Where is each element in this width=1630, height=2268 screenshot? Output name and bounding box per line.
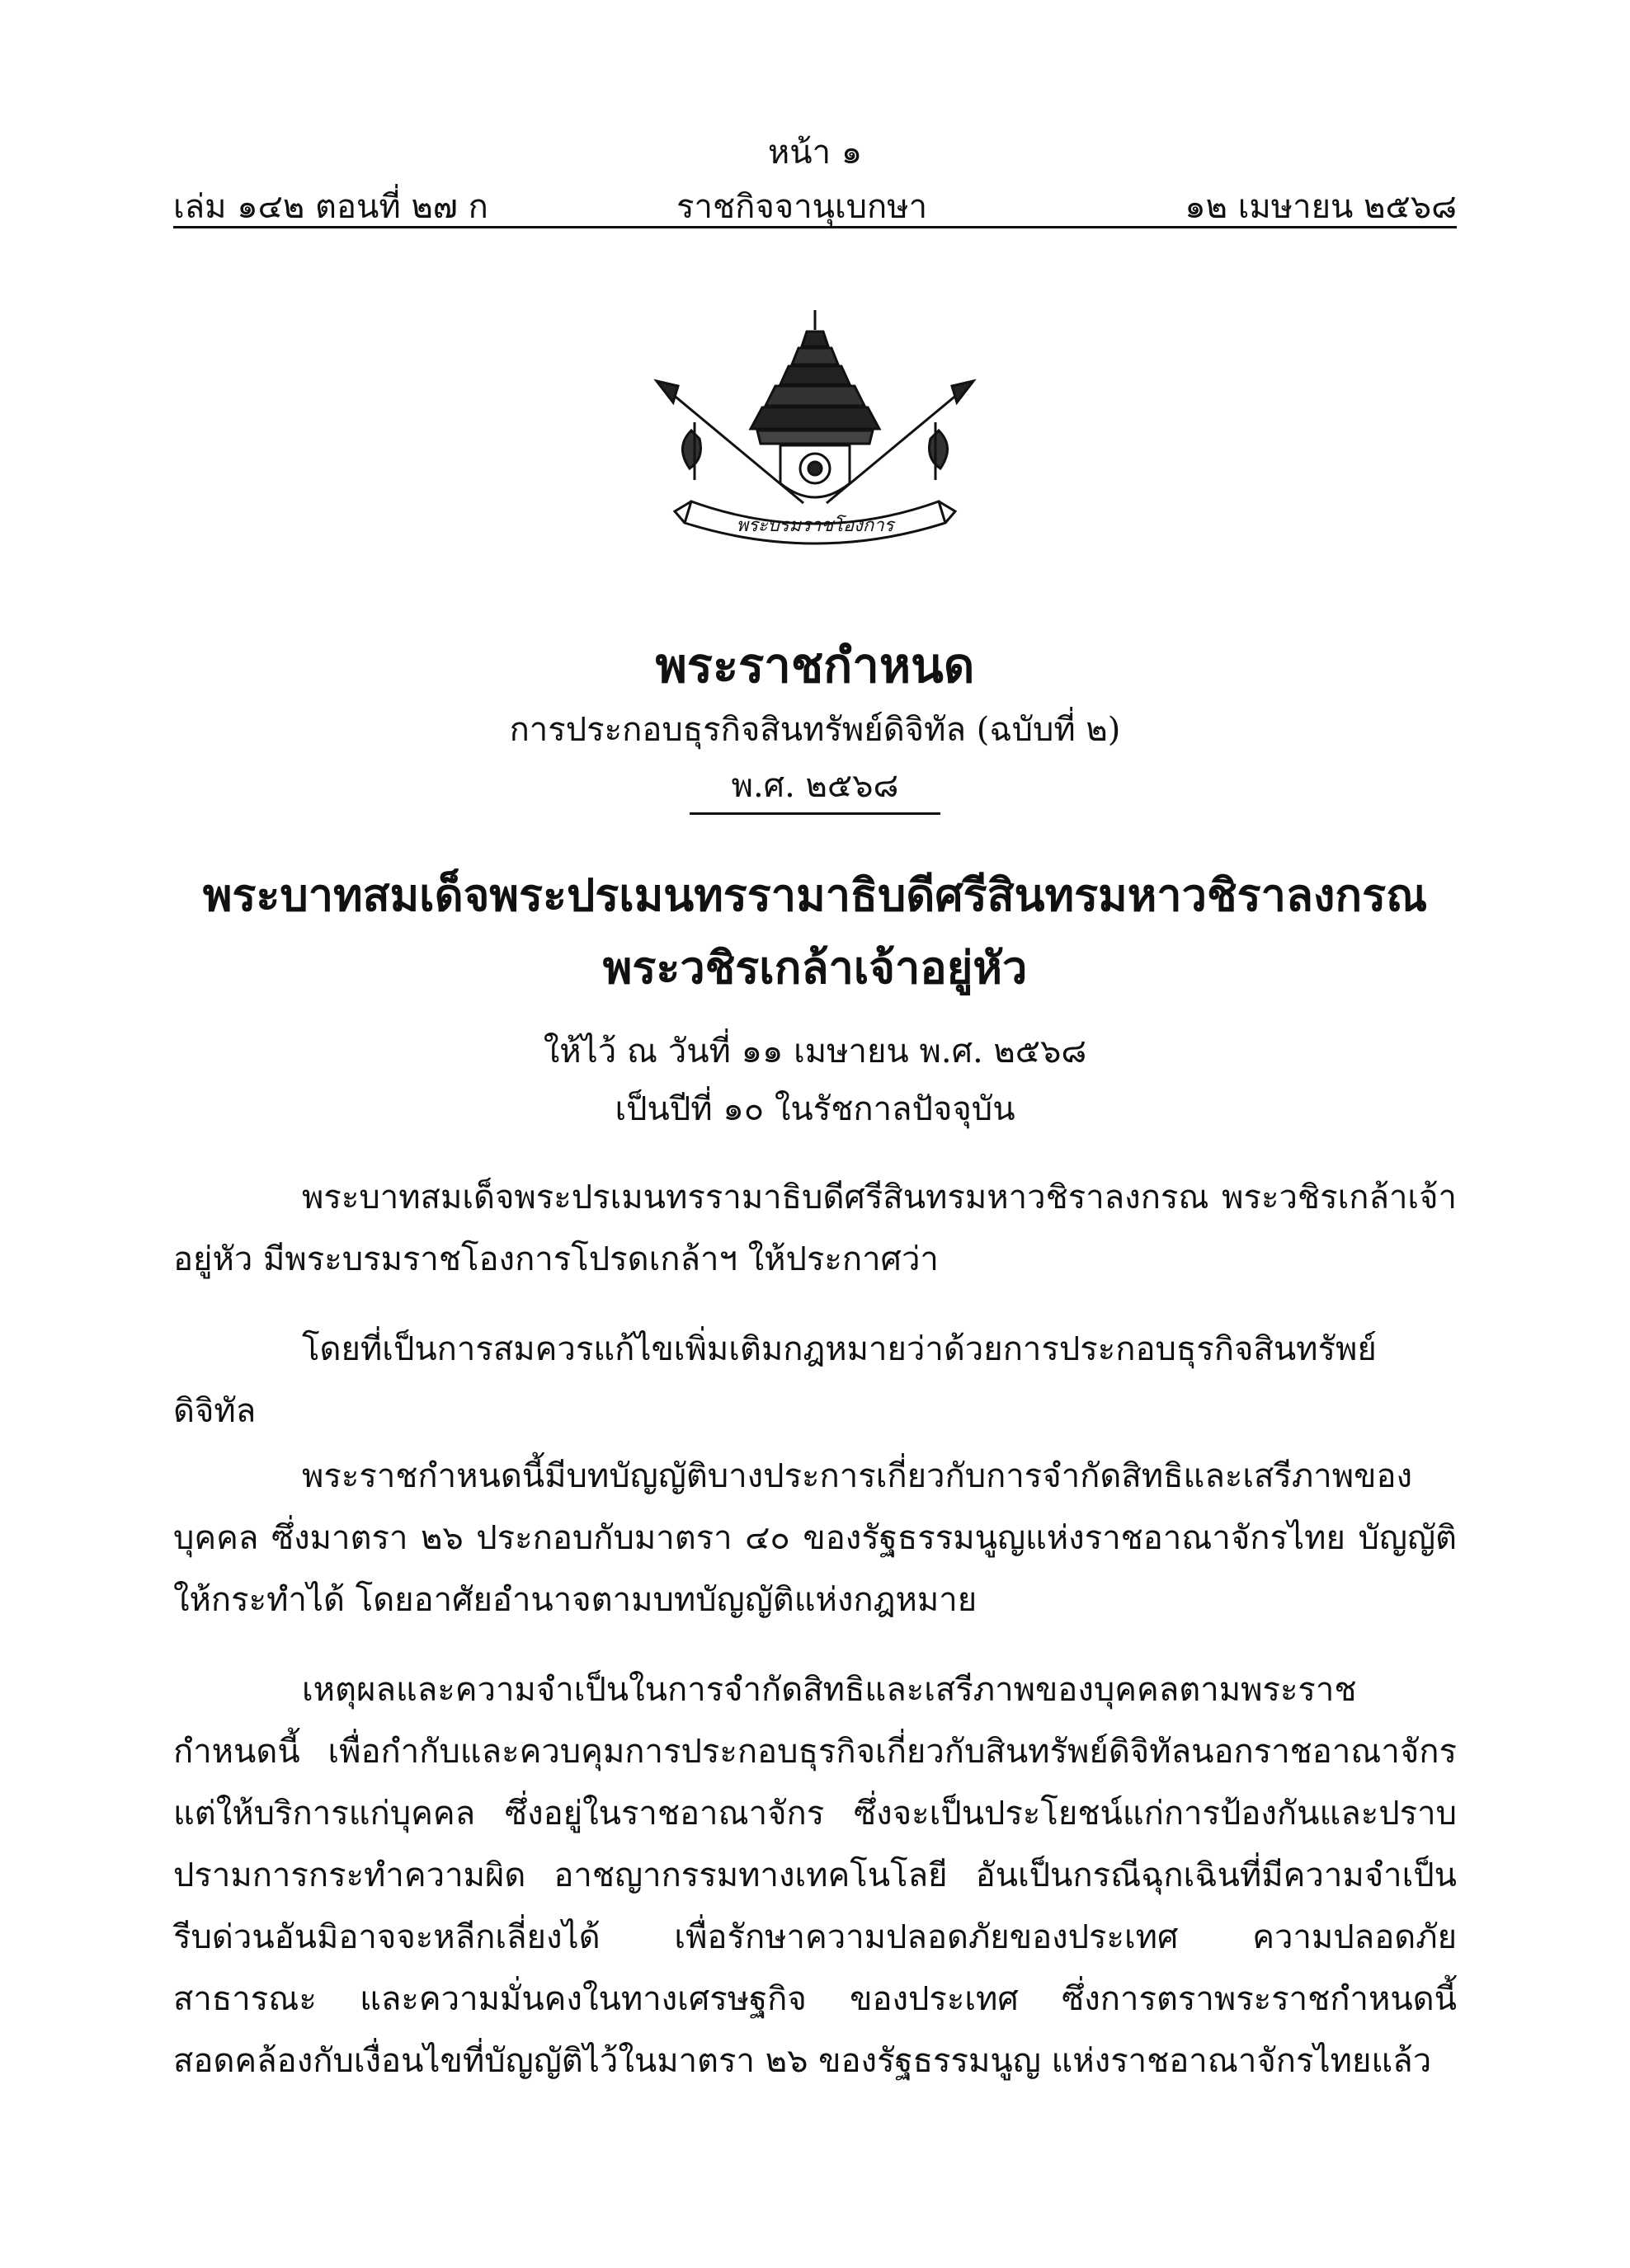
decree-body: [173, 1167, 1457, 2096]
publication-date: ๑๒ เมษายน ๒๕๖๘: [1185, 188, 1457, 226]
given-date: ให้ไว้ ณ วันที่ ๑๑ เมษายน พ.ศ. ๒๕๖๘: [543, 1033, 1087, 1070]
king-name-line-2: พระวชิรเกล้าเจ้าอยู่หัว: [602, 941, 1028, 994]
gazette-name: ราชกิจจานุเบกษา: [676, 188, 928, 226]
decree-subject: การประกอบธุรกิจสินทรัพย์ดิจิทัล (ฉบับที่ ๒): [509, 711, 1121, 749]
page-number: หน้า ๑: [767, 134, 863, 172]
paragraph-reasons: เหตุผลและความจำเป็นในการจำกัดสิทธิและเสรีภาพของบุคคลตามพระราชกำหนดนี้ เพื่อกำกับและควบคุมการประกอบธุรกิจเกี่ยวกับสินทรัพย์ดิจิทัลนอกราชอาณาจักรแต่ให้บริการแก่บุคคล ซึ่งอยู่ในราชอาณาจักร ซึ่งจะเป็นประโยชน์แก่การป้องกันและปราบปรามการกระทำความผิด อาชญากรรมทางเทคโนโลยี อันเป็นกรณีฉุกเฉินที่มีความจำเป็นรีบด่วนอันมิอาจจะหลีกเลี่ยงได้ เพื่อรักษาความปลอดภัยของประเทศ ความปลอดภัยสาธารณะ และความมั่นคงในทางเศรษฐกิจ ของประเทศ ซึ่งการตราพระราชกำหนดนี้สอดคล้องกับเงื่อนไขที่บัญญัติไว้ในมาตรา ๒๖ ของรัฐธรรมนูญ แห่งราชอาณาจักรไทยแล้ว: [173, 1671, 1457, 2080]
decree-year: พ.ศ. ๒๕๖๘: [731, 767, 899, 805]
decree-title: พระราชกำหนด: [655, 638, 975, 694]
reign-year: เป็นปีที่ ๑๐ ในรัชกาลปัจจุบัน: [615, 1090, 1015, 1128]
volume-issue: เล่ม ๑๔๒ ตอนที่ ๒๗ ก: [173, 188, 488, 226]
king-name-line-1: พระบาทสมเด็จพระปรเมนทรรามาธิบดีศรีสินทรมหาวชิราลงกรณ: [202, 868, 1428, 921]
paragraph-rationale: โดยที่เป็นการสมควรแก้ไขเพิ่มเติมกฎหมายว่าด้วยการประกอบธุรกิจสินทรัพย์ดิจิทัล: [173, 1330, 1377, 1430]
paragraph-proclamation: พระบาทสมเด็จพระปรเมนทรรามาธิบดีศรีสินทรมหาวชิราลงกรณ พระวชิรเกล้าเจ้าอยู่หัว มีพระบรมราชโองการโปรดเกล้าฯ ให้ประกาศว่า: [173, 1179, 1457, 1278]
header-rule: [173, 226, 1457, 228]
title-divider: [690, 812, 940, 815]
royal-seal-icon: [642, 307, 988, 554]
svg-text:พระบรมราชโองการ: พระบรมราชโองการ: [736, 515, 894, 536]
royal-seal-emblem: [642, 307, 988, 554]
paragraph-rights-limitation: พระราชกำหนดนี้มีบทบัญญัติบางประการเกี่ยวกับการจำกัดสิทธิและเสรีภาพของบุคคล ซึ่งมาตรา ๒๖ ประกอบกับมาตรา ๔๐ ของรัฐธรรมนูญแห่งราชอาณาจักรไทย บัญญัติให้กระทำได้ โดยอาศัยอำนาจตามบทบัญญัติแห่งกฎหมาย: [173, 1457, 1457, 1619]
